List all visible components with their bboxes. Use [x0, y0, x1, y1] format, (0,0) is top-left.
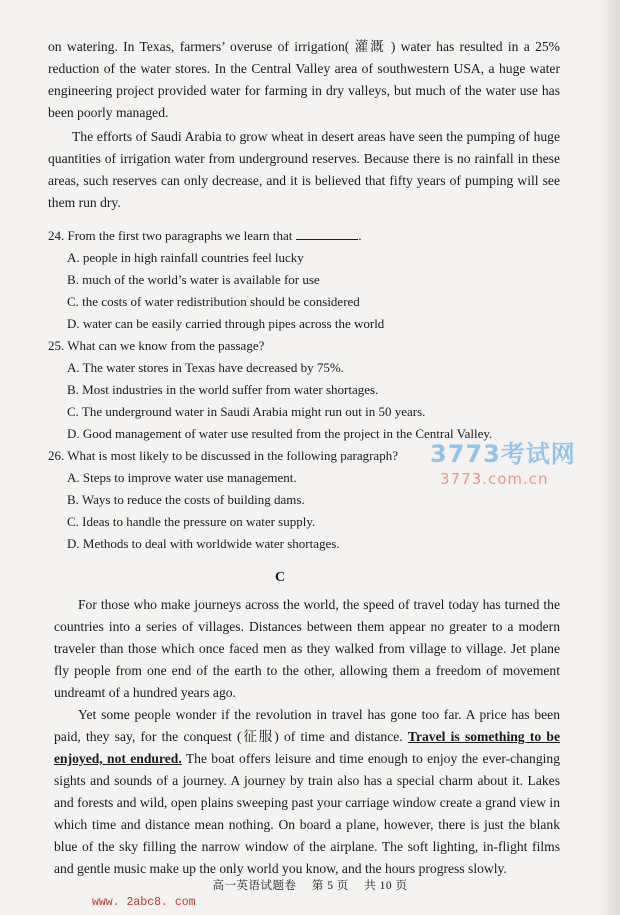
question-24 — [48, 225, 362, 247]
watermark-logo: 3773考试网 — [430, 440, 576, 468]
section-heading: C — [274, 570, 286, 585]
question-25-option-a: A. The water stores in Texas have decreased by 75%. — [67, 360, 344, 375]
exam-title: 高一英语试题卷 — [212, 880, 297, 892]
question-24-option-d: D. water can be easily carried through pipes across the world — [67, 316, 385, 331]
page-footer — [0, 878, 620, 894]
scan-edge-shadow — [598, 0, 620, 915]
passage-b-paragraph-2: The efforts of Saudi Arabia to grow wheat in desert areas have seen the pumping of huge quantities of irrigation water from underground reserves. Because there is no rainfall in these areas, such reserves can only decrease, and it is believed that fifty years of pumping will see them run dry. — [48, 129, 560, 210]
passage-c-paragraph-2-start: Yet some people wonder if the revolution in travel has gone too far. A price has been paid, they say, for the conquest (征服) of time and distance. — [54, 707, 560, 744]
page-total: 共 10 页 — [364, 880, 408, 892]
question-26-option-c: C. Ideas to handle the pressure on water supply. — [67, 514, 316, 529]
passage-c-paragraph-2 — [54, 704, 560, 880]
question-26-option-b: B. Ways to reduce the costs of building dams. — [67, 492, 305, 507]
question-25-option-d: D. Good management of water use resulted from the project in the Central Valley. — [67, 426, 493, 441]
question-24-stem: 24. From the first two paragraphs we learn that — [48, 228, 293, 243]
question-26-option-d: D. Methods to deal with worldwide water shortages. — [67, 536, 340, 551]
page-number: 第 5 页 — [311, 880, 349, 892]
passage-c-paragraph-1: For those who make journeys across the world, the speed of travel today has turned the countries into a series of villages. Distances between them appear no greater to a modern traveler than those which once faced men as they walked from village to village. Jet plane fly people from one end of the earth to the other, allowing them a freedom of movement undreamt of a hundred years ago. — [54, 597, 560, 700]
passage-c-paragraph-2-end: The boat offers leisure and time enough to enjoy the ever-changing sights and sounds of a journey. A journey by train also has a special charm about it. Lakes and forests and wild, open plains sweeping past your carriage window create a grand view in which time and distance mean nothing. On board a plane, however, there is just the blank blue of the sky filling the narrow window of the airplane. The soft lighting, in-flight films and gentle music make up the only world you know, and the hours progress slowly. — [54, 751, 561, 876]
underlined-sentence: Travel is something to be enjoyed, not endured. — [54, 729, 560, 766]
answer-blank — [296, 226, 358, 240]
question-26-stem: 26. What is most likely to be discussed in the following paragraph? — [48, 448, 398, 463]
watermark-url: www. 2abc8. com — [92, 896, 196, 909]
question-26-option-a: A. Steps to improve water use management. — [67, 470, 297, 485]
question-24-option-c: C. the costs of water redistribution should be considered — [67, 294, 360, 309]
watermark-site: 3773.com.cn — [440, 470, 549, 488]
question-25-stem: 25. What can we know from the passage? — [48, 338, 265, 353]
question-24-stem-end: . — [358, 228, 362, 243]
question-25-option-b: B. Most industries in the world suffer from water shortages. — [67, 382, 379, 397]
question-24-option-b: B. much of the world’s water is available for use — [67, 272, 320, 287]
passage-b-paragraph-1: on watering. In Texas, farmers’ overuse of irrigation( 灌溉 ) water has resulted in a 25% reduction of the water stores. In the Central Valley area of southwestern USA, a huge water engineering project provided water for farming in dry valleys, but much of the water use has been poorly managed. — [48, 39, 560, 120]
question-24-option-a: A. people in high rainfall countries feel lucky — [67, 250, 304, 265]
question-25-option-c: C. The underground water in Saudi Arabia might run out in 50 years. — [67, 404, 426, 419]
